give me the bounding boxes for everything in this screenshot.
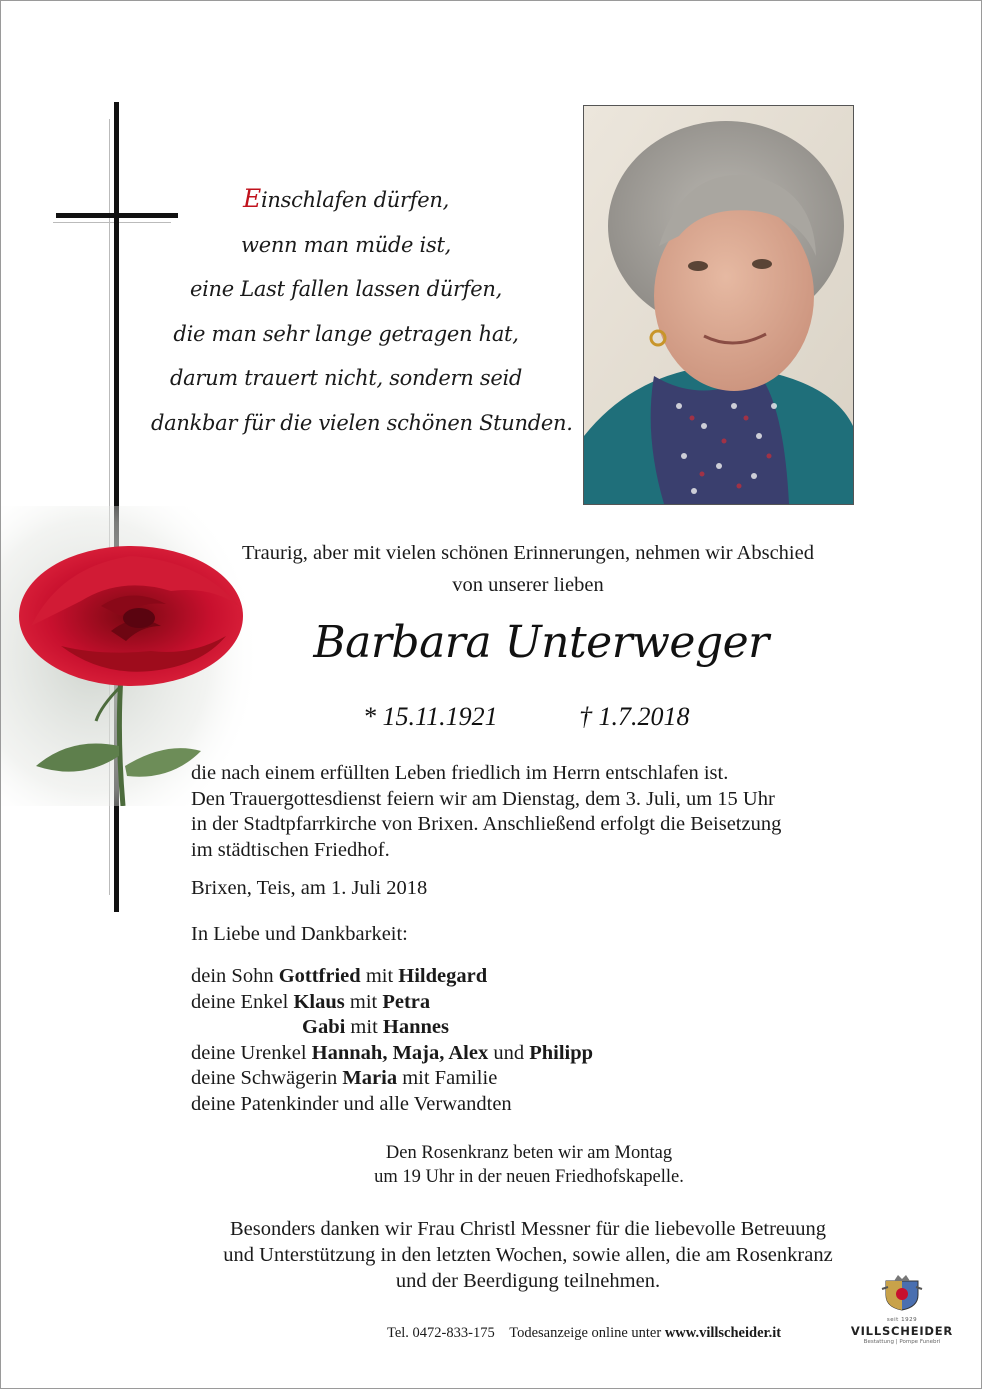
intro-line: von unserer lieben xyxy=(452,574,604,596)
poem xyxy=(151,177,573,445)
thanks-text xyxy=(161,1216,895,1294)
rosary-line: um 19 Uhr in der neuen Friedhofskapelle. xyxy=(374,1167,684,1187)
logo-subtitle: Bestattung | Pompe Funebri xyxy=(863,1339,941,1345)
villscheider-logo xyxy=(847,1275,957,1355)
thanks-line: Besonders danken wir Frau Christl Messner für die liebevolle Betreuung xyxy=(229,1218,827,1240)
family-member: deine Patenkinder und alle Verwandten xyxy=(191,1092,512,1115)
announcement-text xyxy=(191,761,851,863)
family-member: deine Enkel Klaus mit Petra xyxy=(191,990,431,1013)
intro-text xyxy=(161,537,895,601)
rosary-line: Den Rosenkranz beten wir am Montag xyxy=(385,1143,673,1163)
place-date: Brixen, Teis, am 1. Juli 2018 xyxy=(191,877,428,899)
phone-number: Tel. 0472-833-175 xyxy=(387,1325,495,1341)
text-line: im städtischen Friedhof. xyxy=(191,838,390,861)
logo-name: VILLSCHEIDER xyxy=(850,1324,954,1338)
thanks-line: und der Beerdigung teilnehmen. xyxy=(395,1270,661,1292)
online-label: Todesanzeige online unter xyxy=(509,1325,662,1341)
in-love-heading: In Liebe und Dankbarkeit: xyxy=(191,923,408,945)
website-link[interactable]: www.villscheider.it xyxy=(664,1325,782,1341)
family-member: deine Schwägerin Maria mit Familie xyxy=(191,1067,498,1089)
family-member: Gabi mit Hannes xyxy=(302,1016,449,1038)
family-list xyxy=(191,964,851,1117)
poem-line: eine Last fallen lassen dürfen, xyxy=(189,277,502,301)
family-member: deine Urenkel Hannah, Maja, Alex und Philipp xyxy=(191,1041,594,1064)
text-line: die nach einem erfüllten Leben friedlich im Herrn entschlafen ist. xyxy=(191,762,729,784)
footer-contact xyxy=(387,1325,781,1342)
intro-line: Traurig, aber mit vielen schönen Erinnerungen, nehmen wir Abschied xyxy=(242,542,814,564)
logo-since: seit 1929 xyxy=(886,1317,918,1323)
portrait-photo xyxy=(583,105,854,505)
poem-line: dankbar für die vielen schönen Stunden. xyxy=(151,410,573,435)
rosary-notice xyxy=(231,1141,827,1189)
poem-initial: E xyxy=(243,184,261,213)
text-line: in der Stadtpfarrkirche von Brixen. Anschließend erfolgt die Beisetzung xyxy=(191,813,782,835)
portrait-image xyxy=(584,106,853,504)
poem-line: die man sehr lange getragen hat, xyxy=(173,321,519,346)
poem-line: darum trauert nicht, sondern seid xyxy=(169,366,523,390)
family-member: dein Sohn Gottfried mit Hildegard xyxy=(191,965,488,987)
coat-of-arms-icon xyxy=(880,1275,924,1311)
birth-date: * 15.11.1921 xyxy=(363,702,498,731)
text-line: Den Trauergottesdienst feiern wir am Dienstag, dem 3. Juli, um 15 Uhr xyxy=(191,787,775,810)
death-date: † 1.7.2018 xyxy=(579,702,690,731)
deceased-name: Barbara Unterweger xyxy=(313,617,769,668)
thanks-line: und Unterstützung in den letzten Wochen, sowie allen, die am Rosenkranz xyxy=(223,1244,833,1266)
poem-line: Einschlafen dürfen, xyxy=(243,184,449,213)
poem-line: wenn man müde ist, xyxy=(241,232,451,257)
